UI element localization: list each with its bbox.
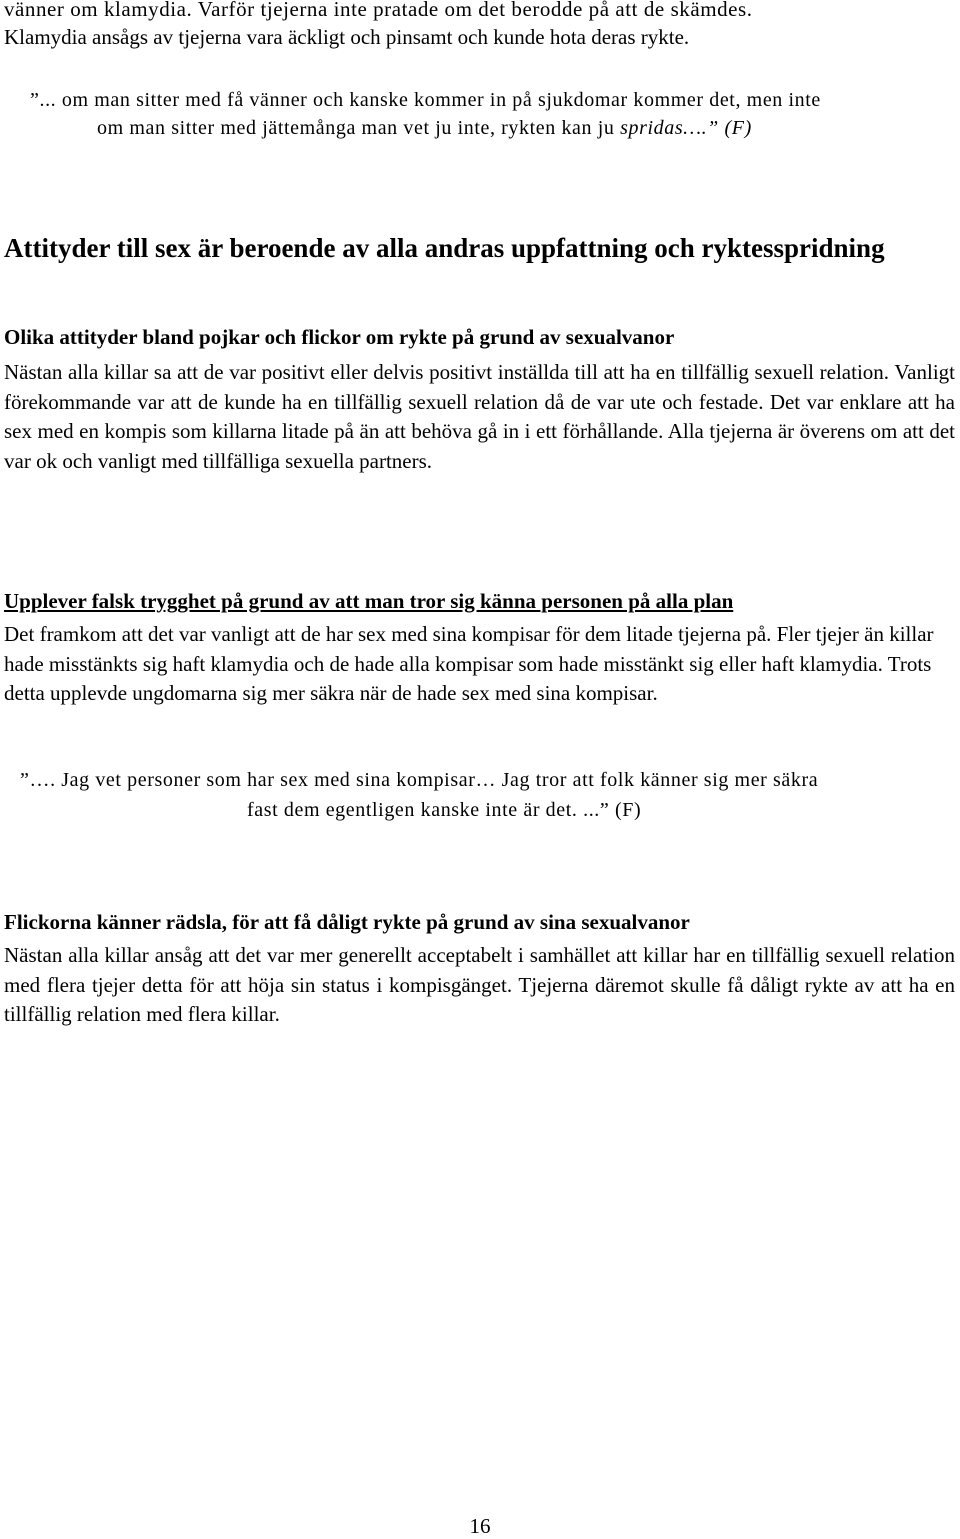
section-subheading: Olika attityder bland pojkar och flickor om rykte på grund av sexualvanor: [4, 325, 675, 349]
interview-quote-line: fast dem egentligen kanske inte är det. ...” (F): [247, 799, 642, 821]
section-subheading: Flickorna känner rädsla, för att få dåligt rykte på grund av sina sexualvanor: [4, 910, 690, 934]
body-text-line: Klamydia ansågs av tjejerna vara äckligt och pinsamt och kunde hota deras rykte.: [4, 25, 690, 49]
body-paragraph: Det framkom att det var vanligt att de har sex med sina kompisar för dem litade tjejerna på. Fler tjejer än killar hade misstänkts sig haft klamydia och de hade alla kompisar som hade misstänkt sig eller haft klamydia. Trots detta upplevde ungdomarna sig mer säkra när de hade sex med sina kompisar.: [4, 622, 934, 705]
interview-quote-line: [97, 115, 752, 141]
section-subheading: Upplever falsk trygghet på grund av att man tror sig känna personen på alla plan: [4, 589, 734, 613]
quote-text: om man sitter med jättemånga man vet ju inte, rykten kan ju: [97, 117, 621, 139]
body-paragraph: Nästan alla killar sa att de var positivt eller delvis positivt inställda till att ha en tillfällig sexuell relation. Vanligt förekommande var att de kunde ha en tillfällig sexuell relation då de var ute och festade. Det var enklare att ha sex med en kompis som killarna litade på än att behöva gå in i ett förhållande. Alla tjejerna är överens om att det var ok och vanligt med tillfälliga sexuella partners.: [4, 360, 955, 473]
interview-quote-line: ”…. Jag vet personer som har sex med sina kompisar… Jag tror att folk känner sig mer säkra: [20, 769, 819, 791]
page-number: 16: [469, 1514, 491, 1538]
quote-italic-text: spridas….” (F): [620, 117, 752, 139]
section-heading: Attityder till sex är beroende av alla andras uppfattning och ryktesspridning: [4, 233, 885, 263]
body-paragraph: Nästan alla killar ansåg att det var mer generellt acceptabelt i samhället att killar har en tillfällig sexuell relation med flera tjejer detta för att höja sin status i kompisgänget. Tjejerna däremot skulle få dåligt rykte av att ha en tillfällig relation med flera killar.: [4, 943, 955, 1026]
body-text-line: vänner om klamydia. Varför tjejerna inte pratade om det berodde på att de skämdes.: [4, 0, 753, 21]
interview-quote-line: ”... om man sitter med få vänner och kanske kommer in på sjukdomar kommer det, men inte: [30, 89, 821, 111]
